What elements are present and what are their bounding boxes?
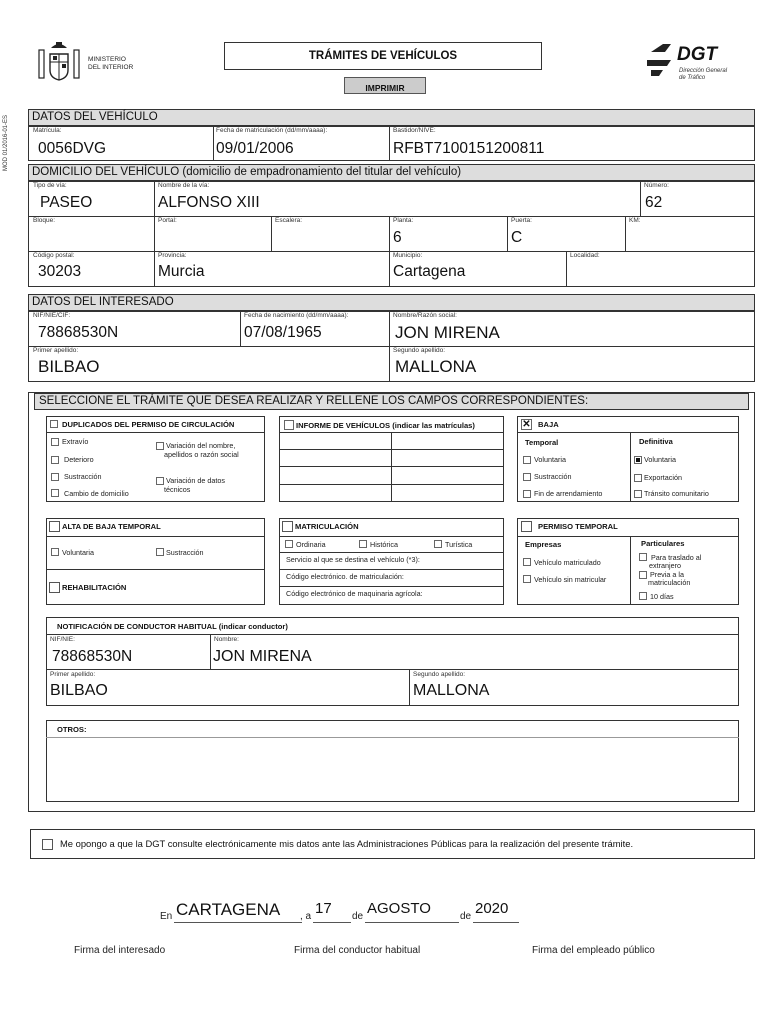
matriculacion-checkbox[interactable] xyxy=(282,521,293,532)
interesado-row-1 xyxy=(28,311,755,347)
matricula-label: Matrícula: xyxy=(33,127,62,134)
variacion-datos-label-1: Variación de datos xyxy=(166,476,226,485)
duplicados-title: DUPLICADOS DEL PERMISO DE CIRCULACIÓN xyxy=(62,420,235,429)
extravio-label: Extravío xyxy=(62,437,89,446)
conductor-nombre-field[interactable]: JON MIRENA xyxy=(213,648,312,665)
municipio-label: Municipio: xyxy=(393,252,423,259)
otros-box[interactable] xyxy=(46,720,739,802)
alta-sustraccion-label: Sustracción xyxy=(166,548,204,557)
sustraccion-dup-label: Sustracción xyxy=(64,472,102,481)
numero-field[interactable]: 62 xyxy=(645,194,663,211)
baja-d-transito-checkbox[interactable] xyxy=(634,490,642,498)
baja-d-voluntaria-label: Voluntaria xyxy=(644,455,676,464)
consent-text: Me opongo a que la DGT consulte electrónicamente mis datos ante las Administraciones Públicas para la realización del presente trámite. xyxy=(60,838,634,849)
nombre-label: Nombre/Razón social: xyxy=(393,312,457,319)
deterioro-label: Deterioro xyxy=(64,455,94,464)
sustraccion-dup-checkbox[interactable] xyxy=(51,473,59,481)
portal-label: Portal: xyxy=(158,217,177,224)
section-tramite: SELECCIONE EL TRÁMITE QUE DESEA REALIZAR Y RELLENE LOS CAMPOS CORRESPONDIENTES: xyxy=(34,393,749,410)
previa-checkbox[interactable] xyxy=(639,571,647,579)
section-interesado: DATOS DEL INTERESADO xyxy=(28,294,755,311)
nif-label: NIF/NIE/CIF: xyxy=(33,312,71,319)
matricula-field[interactable]: 0056DVG xyxy=(38,140,107,157)
section-domicilio: DOMICILIO DEL VEHÍCULO (domicilio de empadronamiento del titular del vehículo) xyxy=(28,164,755,181)
conductor-ap2-label: Segundo apellido: xyxy=(413,671,466,678)
nif-field[interactable]: 78868530N xyxy=(38,324,119,341)
variacion-nombre-label-1: Variación del nombre, xyxy=(166,441,236,450)
fecha-matriculacion-field[interactable]: 09/01/2006 xyxy=(216,140,294,157)
conductor-nombre-label: Nombre: xyxy=(214,636,239,643)
baja-t-sustraccion-label: Sustracción xyxy=(534,472,572,481)
puerta-label: Puerta: xyxy=(511,217,532,224)
baja-check-mark: ✕ xyxy=(522,419,531,430)
print-button[interactable] xyxy=(344,77,426,94)
previa-label-1: Previa a la xyxy=(650,570,684,579)
diez-dias-label: 10 días xyxy=(650,592,674,601)
permiso-checkbox[interactable] xyxy=(521,521,532,532)
provincia-label: Provincia: xyxy=(158,252,187,259)
dgt-subtitle-1: Dirección General xyxy=(679,68,728,74)
bloque-label: Bloque: xyxy=(33,217,56,224)
provincia-field[interactable]: Murcia xyxy=(158,263,205,280)
variacion-datos-label-2: técnicos xyxy=(164,485,191,494)
otros-title: OTROS: xyxy=(57,725,87,734)
traslado-label-2: extranjero xyxy=(649,561,681,570)
baja-d-transito-label: Tránsito comunitario xyxy=(644,489,709,498)
conductor-ap2-field[interactable]: MALLONA xyxy=(413,682,490,699)
segundo-apellido-field[interactable]: MALLONA xyxy=(395,357,477,376)
ministry-name: MINISTERIO DEL INTERIOR xyxy=(88,56,134,71)
permiso-title: PERMISO TEMPORAL xyxy=(538,522,618,531)
servicio-label: Servicio al que se destina el vehículo (*3): xyxy=(286,555,420,564)
codigo-matriculacion-label: Código electrónico. de matriculación: xyxy=(286,572,404,581)
primer-apellido-label: Primer apellido: xyxy=(33,347,79,354)
dgt-wordmark: DGT xyxy=(677,44,718,65)
alta-checkbox[interactable] xyxy=(49,521,60,532)
km-label: KM: xyxy=(629,217,641,224)
alta-voluntaria-checkbox[interactable] xyxy=(51,548,59,556)
print-button-label: IMPRIMIR xyxy=(365,83,405,93)
ministry-coat-of-arms xyxy=(36,40,82,84)
tipo-via-field[interactable]: PASEO xyxy=(40,194,93,211)
vehiculo-row xyxy=(28,126,755,161)
traslado-checkbox[interactable] xyxy=(639,553,647,561)
historica-label: Histórica xyxy=(370,540,398,549)
nombre-field[interactable]: JON MIRENA xyxy=(395,323,500,342)
form-title-box xyxy=(224,42,542,70)
fecha-matriculacion-label: Fecha de matriculación (dd/mm/aaaa): xyxy=(216,127,328,134)
firma-empleado-label: Firma del empleado público xyxy=(532,945,655,956)
nacimiento-label: Fecha de nacimiento (dd/mm/aaaa): xyxy=(244,312,349,319)
side-form-code: MOD 01/2016-01-ES xyxy=(3,114,10,172)
conductor-nif-label: NIF/NIE: xyxy=(50,636,75,643)
baja-definitiva-heading: Definitiva xyxy=(639,437,673,446)
primer-apellido-field[interactable]: BILBAO xyxy=(38,357,100,376)
consent-checkbox[interactable] xyxy=(42,839,53,850)
firma-de-2: de xyxy=(460,911,472,922)
diez-dias-checkbox[interactable] xyxy=(639,592,647,600)
section-vehiculo: DATOS DEL VEHÍCULO xyxy=(28,109,755,126)
firma-interesado-label: Firma del interesado xyxy=(74,945,166,956)
vehiculo-matriculado-label: Vehículo matriculado xyxy=(534,558,601,567)
dgt-subtitle-2: de Tráfico xyxy=(679,75,706,81)
nombre-via-label: Nombre de la vía: xyxy=(158,182,210,189)
interesado-row-2 xyxy=(28,346,755,382)
baja-d-voluntaria-checkbox[interactable] xyxy=(634,456,642,464)
baja-checkbox[interactable] xyxy=(521,419,532,430)
puerta-field[interactable]: C xyxy=(511,229,523,246)
firma-a: , a xyxy=(300,911,312,922)
traslado-label-1: Para traslado al xyxy=(651,553,702,562)
cp-label: Código postal: xyxy=(33,252,75,259)
planta-label: Planta: xyxy=(393,217,414,224)
previa-label-2: matriculación xyxy=(648,578,691,587)
conductor-nif-field[interactable]: 78868530N xyxy=(52,648,133,665)
cambio-domicilio-label: Cambio de domicilio xyxy=(64,489,129,498)
localidad-label: Localidad: xyxy=(570,252,600,259)
conductor-ap1-label: Primer apellido: xyxy=(50,671,96,678)
informe-checkbox[interactable] xyxy=(284,420,294,430)
firma-conductor-label: Firma del conductor habitual xyxy=(294,945,421,956)
bastidor-field[interactable]: RFBT7100151200811 xyxy=(393,140,545,157)
baja-t-fin-label: Fin de arrendamiento xyxy=(534,489,603,498)
empresas-heading: Empresas xyxy=(525,540,562,549)
domicilio-row-3 xyxy=(28,251,755,287)
rehabilitacion-title: REHABILITACIÓN xyxy=(62,583,127,592)
firma-dia[interactable]: 17 xyxy=(315,900,332,917)
vehiculo-matriculado-checkbox[interactable] xyxy=(523,558,531,566)
conductor-title: NOTIFICACIÓN DE CONDUCTOR HABITUAL (indicar conductor) xyxy=(57,622,288,631)
firma-anio[interactable]: 2020 xyxy=(475,900,509,917)
historica-checkbox[interactable] xyxy=(359,540,367,548)
vehiculo-sin-matricular-checkbox[interactable] xyxy=(523,575,531,583)
baja-t-sustraccion-checkbox[interactable] xyxy=(523,473,531,481)
matriculacion-title: MATRICULACIÓN xyxy=(295,522,359,531)
municipio-field[interactable]: Cartagena xyxy=(393,263,466,280)
firma-en: En xyxy=(160,911,173,922)
baja-t-voluntaria-checkbox[interactable] xyxy=(523,456,531,464)
tipo-via-label: Tipo de vía: xyxy=(33,182,67,189)
variacion-nombre-checkbox[interactable] xyxy=(156,442,164,450)
alta-title: ALTA DE BAJA TEMPORAL xyxy=(62,522,161,531)
informe-title: INFORME DE VEHÍCULOS (indicar las matrículas) xyxy=(296,421,475,430)
escalera-label: Escalera: xyxy=(275,217,303,224)
numero-label: Número: xyxy=(644,182,669,189)
baja-d-exportacion-label: Exportación xyxy=(644,473,682,482)
firma-de-1: de xyxy=(352,911,364,922)
firma-mes[interactable]: AGOSTO xyxy=(367,900,431,917)
baja-title: BAJA xyxy=(538,420,559,429)
nombre-via-field[interactable]: ALFONSO XIII xyxy=(158,194,260,211)
nacimiento-field[interactable]: 07/08/1965 xyxy=(244,324,322,341)
variacion-nombre-label-2: apellidos o razón social xyxy=(164,450,239,459)
variacion-datos-checkbox[interactable] xyxy=(156,477,164,485)
baja-t-fin-checkbox[interactable] xyxy=(523,490,531,498)
extravio-checkbox[interactable] xyxy=(51,438,59,446)
bastidor-label: Bastidor/NIVE: xyxy=(393,127,436,134)
turistica-checkbox[interactable] xyxy=(434,540,442,548)
form-title: TRÁMITES DE VEHÍCULOS xyxy=(308,50,458,62)
domicilio-row-2 xyxy=(28,216,755,252)
particulares-heading: Particulares xyxy=(641,539,685,548)
firma-lugar[interactable]: CARTAGENA xyxy=(176,900,281,919)
deterioro-checkbox[interactable] xyxy=(51,456,59,464)
baja-temporal-heading: Temporal xyxy=(525,438,559,447)
alta-sustraccion-checkbox[interactable] xyxy=(156,548,164,556)
duplicados-checkbox[interactable] xyxy=(50,420,58,428)
rehabilitacion-checkbox[interactable] xyxy=(49,582,60,593)
vehiculo-sin-matricular-label: Vehículo sin matricular xyxy=(534,575,607,584)
turistica-label: Turística xyxy=(445,540,473,549)
cp-field[interactable]: 30203 xyxy=(38,263,82,280)
conductor-ap1-field[interactable]: BILBAO xyxy=(50,682,108,699)
baja-d-exportacion-checkbox[interactable] xyxy=(634,474,642,482)
segundo-apellido-label: Segundo apellido: xyxy=(393,347,446,354)
planta-field[interactable]: 6 xyxy=(393,229,402,246)
baja-t-voluntaria-label: Voluntaria xyxy=(534,455,566,464)
ordinaria-checkbox[interactable] xyxy=(285,540,293,548)
ordinaria-label: Ordinaria xyxy=(296,540,326,549)
cambio-domicilio-checkbox[interactable] xyxy=(51,489,59,497)
dgt-logo xyxy=(647,40,737,84)
codigo-maquinaria-label: Código electrónico de maquinaria agrícola: xyxy=(286,589,423,598)
alta-voluntaria-label: Voluntaria xyxy=(62,548,94,557)
